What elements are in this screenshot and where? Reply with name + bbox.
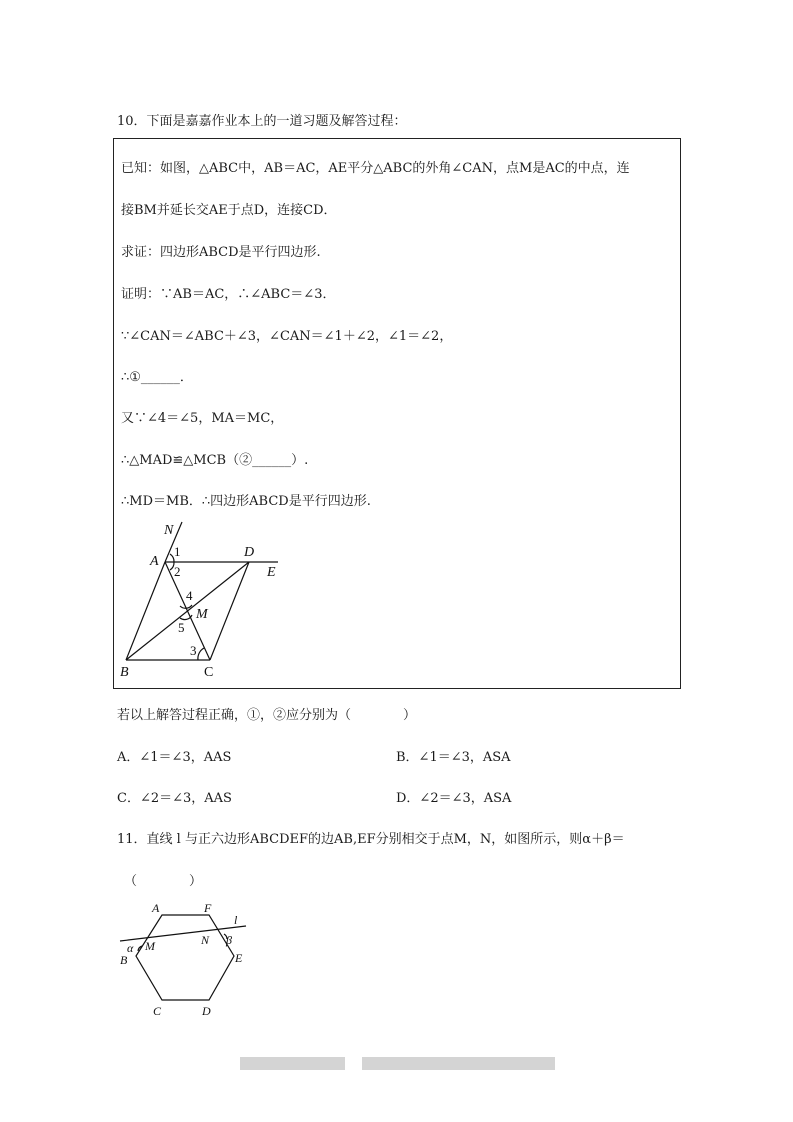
option-c[interactable]: C．∠2＝∠3，AAS [117, 791, 232, 806]
angle-2-label: 2 [174, 564, 181, 579]
side-AB [126, 562, 165, 660]
label-B: B [120, 665, 129, 680]
parallelogram-figure [110, 518, 300, 683]
angle-3-arc [198, 648, 204, 660]
q11-title: 11．直线 l 与正六边形ABCDEF的边AB,EF分别相交于点M，N，如图所示，则α＋β＝ [117, 832, 625, 847]
given-line-1: 已知：如图，△ABC中，AB＝AC，AE平分△ABC的外角∠CAN，点M是AC的中点，连 [121, 161, 630, 176]
label-D: D [244, 545, 255, 560]
proof-line-2: ∵∠CAN＝∠ABC＋∠3，∠CAN＝∠1＋∠2，∠1＝∠2， [121, 329, 453, 344]
label-N: N [164, 523, 174, 538]
label-E: E [267, 565, 276, 580]
hex-label-D: D [202, 1004, 211, 1018]
alpha-label: α [127, 941, 134, 955]
proof-blank-2: ∴△MAD≌△MCB（②______）. [121, 453, 309, 468]
angle-1-label: 1 [174, 544, 181, 559]
q11-answer-paren: （ ） [124, 874, 203, 889]
q10-question: 若以上解答过程正确，①，②应分别为（ ） [117, 708, 417, 723]
hex-label-B: B [120, 953, 128, 967]
option-d[interactable]: D．∠2＝∠3，ASA [396, 791, 512, 806]
side-CD [210, 562, 249, 660]
given-line-2: 接BM并延长交AE于点D，连接CD． [121, 203, 337, 218]
label-M: M [196, 607, 208, 622]
hex-label-N: N [201, 933, 210, 947]
angle-4-label: 4 [186, 588, 193, 603]
proof-conclusion: ∴MD＝MB．∴四边形ABCD是平行四边形. [121, 494, 371, 509]
proof-blank-1: ∴①______． [121, 370, 193, 385]
hex-label-M: M [145, 939, 155, 953]
hexagon-ABCDEF [136, 915, 234, 1000]
hex-label-C: C [153, 1004, 162, 1018]
angle-5-label: 5 [178, 620, 185, 635]
proof-line-1: 证明：∵AB＝AC，∴∠ABC＝∠3． [121, 287, 336, 302]
label-A: A [150, 554, 159, 569]
blurred-footer-right [362, 1057, 555, 1070]
diagonal-BD [126, 562, 249, 660]
hexagon-figure [112, 898, 262, 1022]
beta-label: β [226, 933, 232, 947]
angle-3-label: 3 [190, 643, 197, 658]
label-C: C [204, 665, 214, 680]
blurred-footer-left [240, 1057, 345, 1070]
option-b[interactable]: B．∠1＝∠3，ASA [396, 750, 511, 765]
hex-label-F: F [204, 901, 212, 915]
hex-label-A: A [152, 901, 160, 915]
prove-statement: 求证：四边形ABCD是平行四边形. [121, 245, 321, 260]
hex-label-E: E [235, 951, 243, 965]
proof-line-3: 又∵∠4＝∠5，MA＝MC， [121, 411, 284, 426]
q10-title: 10．下面是嘉嘉作业本上的一道习题及解答过程： [117, 114, 407, 129]
option-a[interactable]: A．∠1＝∠3，AAS [117, 750, 232, 765]
line-label-l: l [234, 913, 238, 927]
